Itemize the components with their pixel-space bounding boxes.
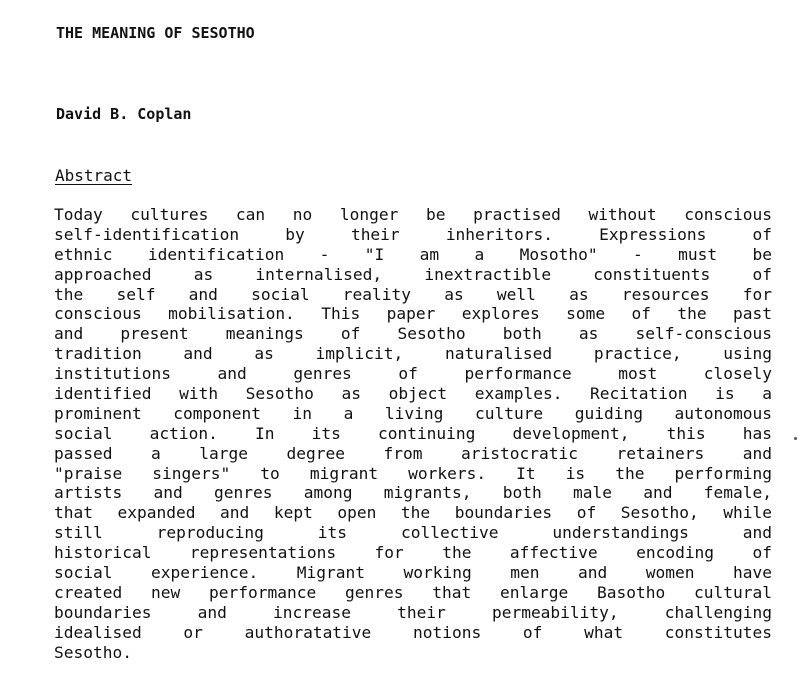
abstract-line: social experience. Migrant working men and women have: [54, 563, 772, 583]
abstract-line: Today cultures can no longer be practised without conscious: [54, 205, 772, 224]
abstract-line: that expanded and kept open the boundaries of Sesotho, while: [54, 503, 772, 523]
abstract-line: conscious mobilisation. This paper explores some of the past: [54, 304, 772, 324]
abstract-line: self-identification by their inheritors. Expressions of: [54, 224, 772, 244]
abstract-line: Sesotho.: [54, 642, 132, 662]
abstract-line: historical representations for the affective encoding of: [54, 543, 772, 563]
abstract-line: "praise singers" to migrant workers. It is the performing: [54, 463, 772, 483]
abstract-line: approached as internalised, inextractible constituents of: [54, 264, 772, 284]
abstract-line: the self and social reality as well as resources for: [54, 284, 772, 304]
abstract-line: artists and genres among migrants, both male and female,: [54, 483, 772, 503]
abstract-body: [54, 205, 772, 662]
abstract-line: boundaries and increase their permeability, challenging: [54, 602, 772, 622]
abstract-line: identified with Sesotho as object examples. Recitation is a: [54, 384, 772, 404]
abstract-line: created new performance genres that enlarge Basotho cultural: [54, 582, 772, 602]
author-name: David B. Coplan: [56, 105, 192, 123]
abstract-line: institutions and genres of performance most closely: [54, 364, 772, 384]
abstract-line: social action. In its continuing development, this has: [54, 423, 772, 443]
abstract-line: idealised or authoratative notions of what constitutes: [54, 622, 772, 642]
abstract-line: ethnic identification - "I am a Mosotho" - must be: [54, 244, 772, 264]
abstract-line: and present meanings of Sesotho both as self-conscious: [54, 324, 772, 344]
scan-speck: [794, 437, 797, 440]
abstract-line: still reproducing its collective understandings and: [54, 523, 772, 543]
paper-title: THE MEANING OF SESOTHO: [56, 24, 255, 42]
abstract-line: prominent component in a living culture guiding autonomous: [54, 403, 772, 423]
abstract-line: passed a large degree from aristocratic retainers and: [54, 443, 772, 463]
abstract-line: tradition and as implicit, naturalised practice, using: [54, 344, 772, 364]
abstract-heading: Abstract: [55, 166, 133, 185]
